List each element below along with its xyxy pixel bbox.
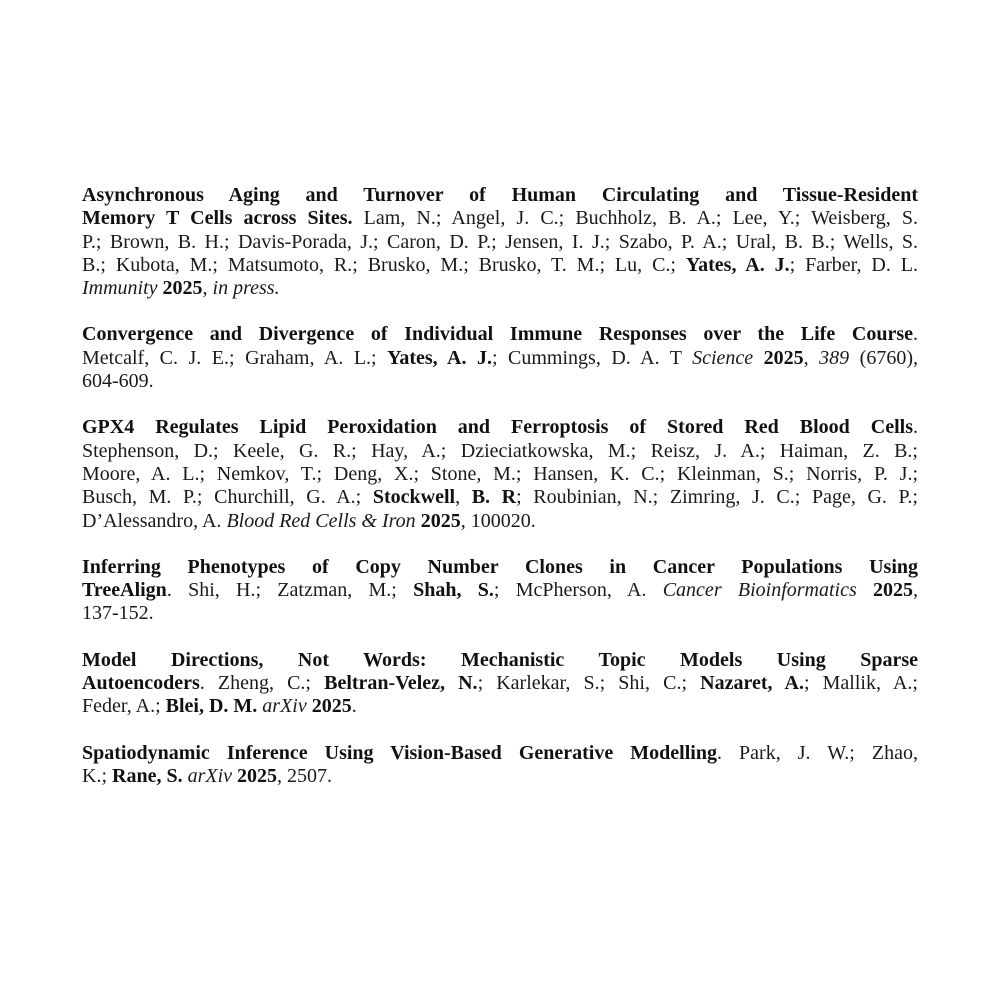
bold-text: Beltran-Velez, N.: [324, 672, 478, 695]
bold-text: 2025: [162, 277, 203, 300]
bold-text: Inferring Phenotypes of Copy Number Clones in Cancer Populations Using: [82, 555, 918, 578]
reference-text: D’Alessandro, A.: [82, 509, 227, 532]
reference-text: ,: [913, 579, 919, 602]
reference-text: ; Cummings, D. A. T: [491, 346, 693, 369]
reference-text: . Shi, H.; Zatzman, M.;: [166, 579, 414, 602]
bold-text: Spatiodynamic Inference Using Vision-Based Generative Modelling: [82, 741, 717, 764]
reference-line: [82, 649, 918, 672]
reference-text: 137-152.: [82, 602, 154, 625]
reference-text: Metcalf, C. J. E.; Graham, A. L.;: [82, 346, 388, 369]
bold-text: Model Directions, Not Words: Mechanistic Topic Models Using Sparse: [82, 648, 918, 671]
reference-text: ; Farber, D. L.: [789, 253, 918, 276]
reference-text: P.; Brown, B. H.; Davis-Porada, J.; Caron, D. P.; Jensen, I. J.; Szabo, P. A.; Ural, B. B.; Wells, S.: [82, 230, 918, 253]
reference-text: Stephenson, D.; Keele, G. R.; Hay, A.; Dzieciatkowska, M.; Reisz, J. A.; Haiman, Z. B.;: [82, 439, 918, 462]
reference-text: Moore, A. L.; Nemkov, T.; Deng, X.; Stone, M.; Hansen, K. C.; Kleinman, S.; Norris, P. J.;: [82, 462, 918, 485]
reference-line: [82, 463, 918, 486]
reference-entry: [82, 742, 918, 789]
reference-line: [82, 602, 918, 625]
reference-text: .: [351, 695, 357, 718]
reference-line: [82, 672, 918, 695]
reference-text: ,: [803, 346, 820, 369]
reference-text: , 100020.: [460, 509, 536, 532]
reference-text: ,: [455, 486, 472, 509]
reference-text: ; McPherson, A.: [493, 579, 663, 602]
reference-text: . Zheng, C.;: [199, 672, 325, 695]
reference-text: K.;: [82, 764, 112, 787]
reference-text: 604-609.: [82, 370, 154, 393]
bold-text: Convergence and Divergence of Individual Immune Responses over the Life Course: [82, 323, 913, 346]
reference-line: [82, 254, 918, 277]
bold-text: Asynchronous Aging and Turnover of Human Circulating and Tissue-Resident: [82, 184, 918, 206]
italic-text: Immunity: [82, 277, 158, 300]
reference-line: [82, 440, 918, 463]
reference-line: [82, 579, 918, 602]
bold-text: TreeAlign: [82, 579, 167, 602]
reference-text: Lam, N.; Angel, J. C.; Buchholz, B. A.; Lee, Y.; Weisberg, S.: [352, 207, 918, 230]
reference-entry: [82, 416, 918, 532]
bold-text: Rane, S.: [112, 764, 183, 787]
reference-text: .: [913, 323, 918, 346]
reference-line: [82, 486, 918, 509]
reference-line: [82, 323, 918, 346]
bold-text: 2025: [873, 579, 914, 602]
reference-line: [82, 416, 918, 439]
reference-text: ; Karlekar, S.; Shi, C.;: [477, 672, 701, 695]
reference-text: . Park, J. W.; Zhao,: [716, 741, 918, 764]
reference-text: [857, 579, 873, 601]
italic-text: in press.: [212, 277, 280, 300]
publication-list: [82, 184, 918, 811]
italic-text: arXiv: [187, 764, 233, 787]
reference-text: Feder, A.;: [82, 695, 166, 718]
reference-text: Busch, M. P.; Churchill, G. A.;: [82, 486, 373, 509]
bold-text: Autoencoders: [82, 672, 200, 695]
reference-text: ; Roubinian, N.; Zimring, J. C.; Page, G. P.;: [516, 486, 918, 509]
reference-entry: [82, 323, 918, 393]
reference-line: [82, 277, 918, 300]
reference-entry: [82, 184, 918, 300]
bold-text: Memory T Cells across Sites.: [82, 207, 353, 230]
reference-line: [82, 370, 918, 393]
bold-text: 2025: [237, 764, 278, 787]
reference-line: [82, 556, 918, 579]
reference-text: [753, 347, 764, 369]
bold-text: Yates, A. J.: [685, 253, 790, 276]
reference-entry: [82, 556, 918, 626]
reference-line: [82, 695, 918, 718]
bold-text: Nazaret, A.: [700, 672, 804, 695]
bold-text: Shah, S.: [413, 579, 494, 602]
reference-text: B.; Kubota, M.; Matsumoto, R.; Brusko, M.; Brusko, T. M.; Lu, C.;: [82, 253, 686, 276]
reference-line: [82, 207, 918, 230]
bold-text: GPX4 Regulates Lipid Peroxidation and Ferroptosis of Stored Red Blood Cells: [82, 416, 913, 439]
reference-line: [82, 765, 918, 788]
bold-text: 2025: [311, 695, 352, 718]
reference-text: .: [913, 416, 918, 439]
bold-text: 2025: [420, 509, 461, 532]
italic-text: arXiv: [262, 695, 307, 718]
reference-line: [82, 347, 918, 370]
bold-text: Yates, A. J.: [387, 346, 492, 369]
bold-text: 2025: [763, 346, 804, 369]
italic-text: Cancer Bioinformatics: [662, 579, 857, 602]
reference-entry: [82, 649, 918, 719]
bold-text: Stockwell: [372, 486, 456, 509]
italic-text: Science: [692, 346, 754, 369]
reference-text: ,: [202, 277, 213, 300]
reference-text: ; Mallik, A.;: [803, 672, 918, 695]
italic-text: 389: [819, 346, 850, 369]
bold-text: Blei, D. M.: [165, 695, 258, 718]
reference-line: [82, 742, 918, 765]
reference-line: [82, 510, 918, 533]
italic-text: Blood Red Cells & Iron: [226, 509, 416, 532]
bold-text: B. R: [471, 486, 517, 509]
reference-line: [82, 184, 918, 207]
reference-text: (6760),: [849, 346, 918, 369]
reference-text: , 2507.: [277, 764, 333, 787]
reference-line: [82, 231, 918, 254]
